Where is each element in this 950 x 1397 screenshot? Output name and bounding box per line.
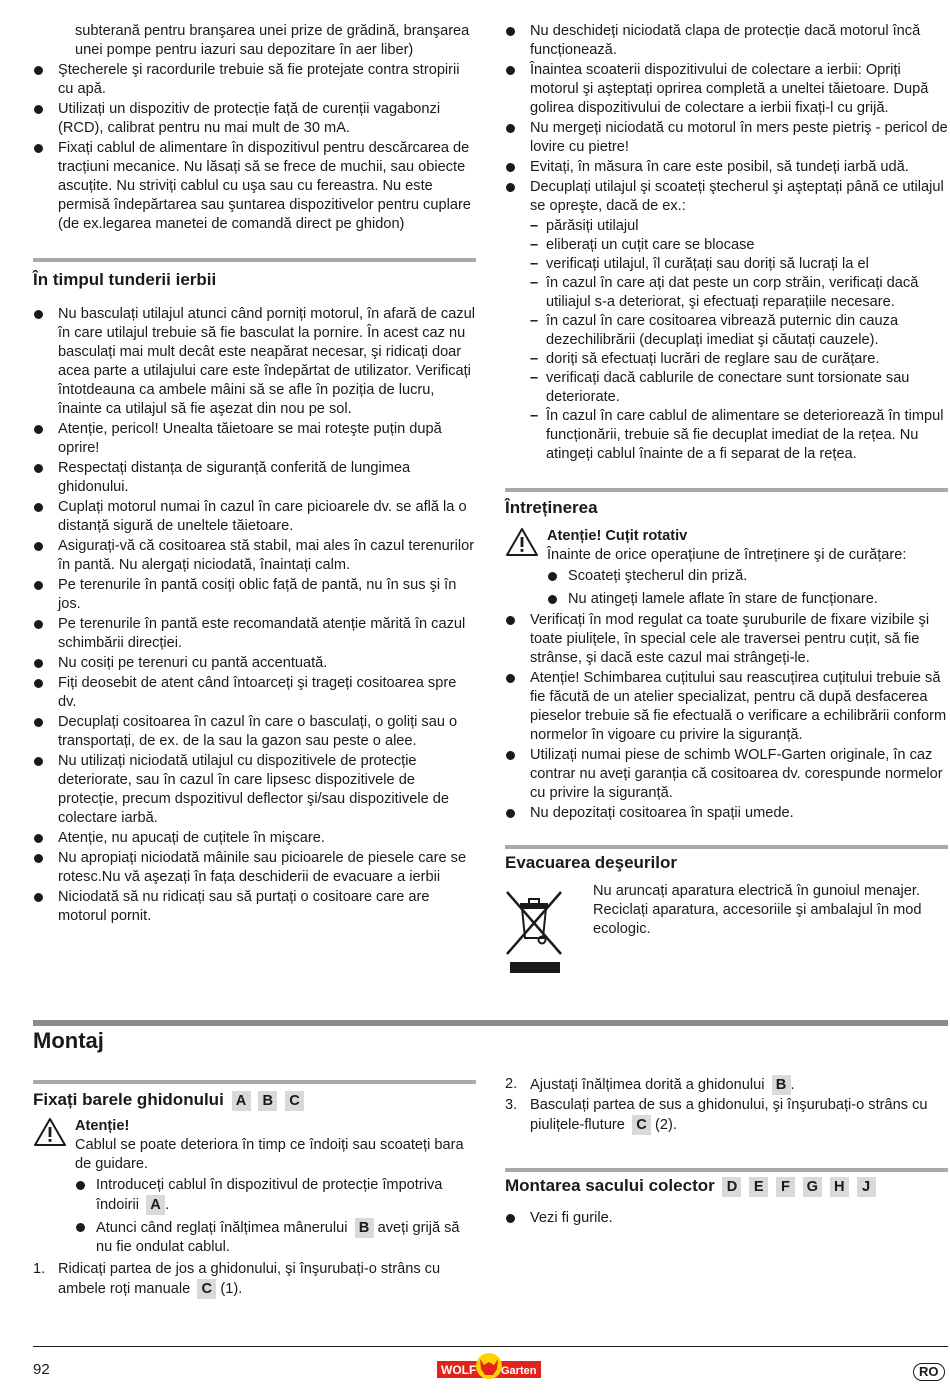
figure-tag: C [632,1115,651,1135]
list-item: Niciodată să nu ridicați sau să purtați o cositoare care are motorul pornit. [33,888,476,926]
item-text: Introduceți cablul în dispozitivul de protecție împotriva îndoirii [96,1177,443,1213]
disposal-text: Nu aruncați aparatura electrică în gunoiul menajer. Reciclați aparatura, accesoriile şi ambalajul în mod ecologic. [593,883,922,937]
list-item: Respectați distanța de siguranță conferită de lungimea ghidonului. [33,459,476,497]
warning-triangle-icon [505,527,539,557]
dash-item: – doriți să efectuați lucrări de reglare sau de curățare. [530,350,948,369]
item-text: Atunci când reglați înălțimea mânerului [96,1220,348,1236]
step-item [33,1260,476,1299]
list-item: Pe terenurile în pantă cosiți oblic față de pantă, nu în sus şi în jos. [33,576,476,614]
intro-list [33,61,476,234]
list-item: Utilizați numai piese de schimb WOLF-Garten originale, în caz contrar nu aveți garanția că cositoarea dv. corespunde normelor cu privire la siguranță. [505,746,948,803]
section-title-maintenance: Întreținerea [505,498,598,517]
page-number: 92 [33,1361,50,1378]
figure-tag: F [776,1177,795,1197]
list-item: Fixați cablul de alimentare în dispozitivul pentru descărcarea de tracțiuni mecanice. Nu lăsați să se frece de muchii, sau obiecte ascuțite. Nu striviți cablul cu uşa sau cu fereastra. Nu este permisă îndepărtarea sau şuntarea dispozitivelor pentru cuplare (de ex.legarea manetei de comandă direct pe ghidon) [33,139,476,234]
step-suffix: . [790,1077,795,1093]
footer-divider [33,1346,948,1347]
montaj-right [505,1075,948,1229]
bag-title-text: Montarea sacului colector [505,1176,715,1195]
figure-tag: B [772,1075,791,1095]
figure-tag: B [355,1218,374,1238]
dash-item: – verificați utilajul, îl curățați sau doriți să lucrați la el [530,255,948,274]
chapter-title: Montaj [33,1028,104,1053]
figure-tag: A [146,1195,165,1215]
step-text: Basculați partea de sus a ghidonului, şi înşurubați-o strâns cu piulițele-fluture [530,1097,928,1133]
list-item: Nu utilizați niciodată utilajul cu dispozitivele de protecție deteriorate, sau în cazul în care lipsesc dispozitivele de protecție, precum dspozitivul deflector şi/sau dispozitivele de colectare iarbă. [33,752,476,828]
warning-list [75,1176,476,1257]
language-badge: RO [913,1363,945,1381]
list-item [75,1218,476,1257]
section-title-disposal: Evacuarea deşeurilor [505,853,677,872]
step-suffix: (2). [655,1117,677,1133]
section-divider [505,1168,948,1172]
handlebar-title-text: Fixați barele ghidonului [33,1090,224,1109]
bag-list [505,1209,948,1228]
dash-list [505,217,948,464]
list-item: Pe terenurile în pantă este recomandată atenție mărită în cazul schimbării direcției. [33,615,476,653]
step-text: Ridicați partea de jos a ghidonului, şi înşurubați-o strâns cu ambele roți manuale [58,1261,441,1297]
item-text: aveți grijă să nu fie ondulat cablul. [96,1220,460,1255]
dash-item: – verificați dacă cablurile de conectare sunt torsionate sau deteriorate. [530,369,948,407]
section-divider [33,258,476,262]
list-item: Asigurați-vă că cositoarea stă stabil, mai ales în cazul terenurilor în pantă. Nu alergați niciodată, înaintați calm. [33,537,476,575]
list-item: Introduceți cablul în dispozitivul de protecție împotriva îndoirii A . [75,1176,476,1215]
dash-item: – în cazul în care ați dat peste un corp străin, verificați dacă utiliajul s-a deteriorat, şi efectuați reparațiile necesare. [530,274,948,312]
figure-tag: H [830,1177,849,1197]
step-number: 1. [33,1261,46,1277]
section-title-bag [505,1175,948,1197]
warning-text: Cablul se poate deteriora în timp ce îndoiți sau scoateți bara de guidare. [75,1137,464,1172]
warning-title: Atenție! Cuțit rotativ [547,528,688,544]
steps-list [505,1075,948,1135]
list-item: Atenție, nu apucați de cuțitele în mişcare. [33,829,476,848]
figure-tag: G [803,1177,822,1197]
maintenance-list [505,611,948,823]
list-item: Nu atingeți lamele aflate în stare de funcționare. [547,590,948,609]
figure-tag: C [285,1091,304,1111]
figure-tag: D [722,1177,741,1197]
list-item: Scoateți ştecherul din priză. [547,567,948,586]
list-item: Nu deschideți niciodată clapa de protecție dacă motorul încă funcționează. [505,22,948,60]
list-item: Atenție! Schimbarea cuțitului sau reascuțirea cuțitului trebuie să fie făcută de un atelier specializat, pentru că după desfacerea pieselor trebuie să fie efectuală o verificare a echilibrării conform normelor în vigoare cu privire la siguranță. [505,669,948,745]
dash-item: – eliberați un cuțit care se blocase [530,236,948,255]
disposal-block [505,882,948,939]
section-divider [505,488,948,492]
list-item: Utilizați un dispozitiv de protecție față de curenții vagabonzi (RCD), calibrat pentru nu mai mult de 30 mA. [33,100,476,138]
list-item: Nu apropiați niciodată mâinile sau picioarele de piesele care se rotesc.Nu vă aşezați în fața deschiderii de evacuare a ierbii [33,849,476,887]
step-number: 2. [505,1076,518,1092]
steps-list [33,1260,476,1299]
intro-continuation: subterană pentru branşarea unei prize de grădină, branşarea unei pompe pentru iazuri sau depozitare în aer liber) [75,23,470,58]
list-item: Decuplați utilajul şi scoateți ştecherul şi aşteptați până ce utilajul se opreşte, dacă de ex.: [505,178,948,216]
list-item: Atenție, pericol! Unealta tăietoare se mai roteşte puțin după oprire! [33,420,476,458]
section-divider [33,1080,476,1084]
section-divider [505,845,948,849]
list-item: Cuplați motorul numai în cazul în care picioarele dv. se află la o distanță sigură de uneltele tăietoare. [33,498,476,536]
list-item: Verificați în mod regulat ca toate şuruburile de fixare vizibile şi toate piulițele, în special cele ale traversei pentru cuțit, să fie strânse, şi dacă este cazul mai strângeți-le. [505,611,948,668]
wolf-garten-logo [437,1353,541,1383]
dash-item: – părăsiți utilajul [530,217,948,236]
list-item: Evitați, în măsura în care este posibil, să tundeți iarbă udă. [505,158,948,177]
logo-text-left: WOLF [441,1363,477,1377]
warning-list [547,567,948,609]
list-item: Nu mergeți niciodată cu motorul în mers peste pietriş - pericol de lovire cu pietre! [505,119,948,157]
left-column [33,22,476,927]
warning-text: Înainte de orice operațiune de întreținere şi de curățare: [547,547,907,563]
figure-tag: A [232,1091,251,1111]
step-suffix: (1). [220,1281,243,1297]
figure-tag: E [749,1177,768,1197]
maintenance-warning [505,527,948,609]
right-column [505,22,948,939]
list-item: Fiți deosebit de atent când întoarceți şi trageți cositoarea spre dv. [33,674,476,712]
logo-text-right: Garten [501,1365,537,1377]
crossed-bin-icon [505,884,565,974]
dash-item: – în cazul în care cositoarea vibrează puternic din cauza dezechilibrării (decuplați imediat şi căutați cauzele). [530,312,948,350]
list-item: Nu basculați utilajul atunci când porniți motorul, în afară de cazul în care utilajul trebuie să fie basculat la pornire. În acest caz nu basculați mai mult decât este neapărat necesar, şi ridicați doar acea parte a utilajului care este îndepărtat de utilizator. Verificați întotdeauna ca ambele mâini să se afle în poziția de lucru, înainte ca utilajul să fie aşezat din nou pe sol. [33,305,476,419]
safety-list [505,22,948,216]
mowing-list [33,305,476,926]
step-text: Ajustați înălțimea dorită a ghidonului [530,1077,765,1093]
handlebar-warning [33,1117,476,1257]
figure-tag: J [857,1177,876,1197]
warning-title: Atenție! [75,1118,130,1134]
figure-tag: C [197,1279,216,1299]
list-item: Decuplați cositoarea în cazul în care o basculați, o goliți sau o transportați, de ex. de la sau la gazon sau peste o alee. [33,713,476,751]
list-item: Vezi fi gurile. [505,1209,948,1228]
section-title-mowing: În timpul tunderii ierbii [33,270,217,289]
step-number: 3. [505,1097,518,1113]
step-item [505,1075,948,1095]
list-item: Înaintea scoaterii dispozitivului de colectare a ierbii: Opriți motorul şi aşteptați oprirea completă a uneltei tăietoare. După golirea dispozitivului de colectare a ierbii fixați-l cu grijă. [505,61,948,118]
warning-triangle-icon [33,1117,67,1147]
step-item [505,1096,948,1135]
section-title-handlebar [33,1089,476,1111]
list-item: Ştecherele şi racordurile trebuie să fie protejate contra stropirii cu apă. [33,61,476,99]
figure-tag: B [258,1091,277,1111]
list-item: Nu depozitați cositoarea în spații umede. [505,804,948,823]
montaj-left [33,1080,476,1300]
dash-item: – În cazul în care cablul de alimentare se deteriorează în timpul funcționării, trebuie să fie decuplat imediat de la rețea. Nu atingeți cablul înainte de a fi separat de la rețea. [530,407,948,464]
chapter-divider [33,1020,948,1026]
list-item: Nu cosiți pe terenuri cu pantă accentuată. [33,654,476,673]
